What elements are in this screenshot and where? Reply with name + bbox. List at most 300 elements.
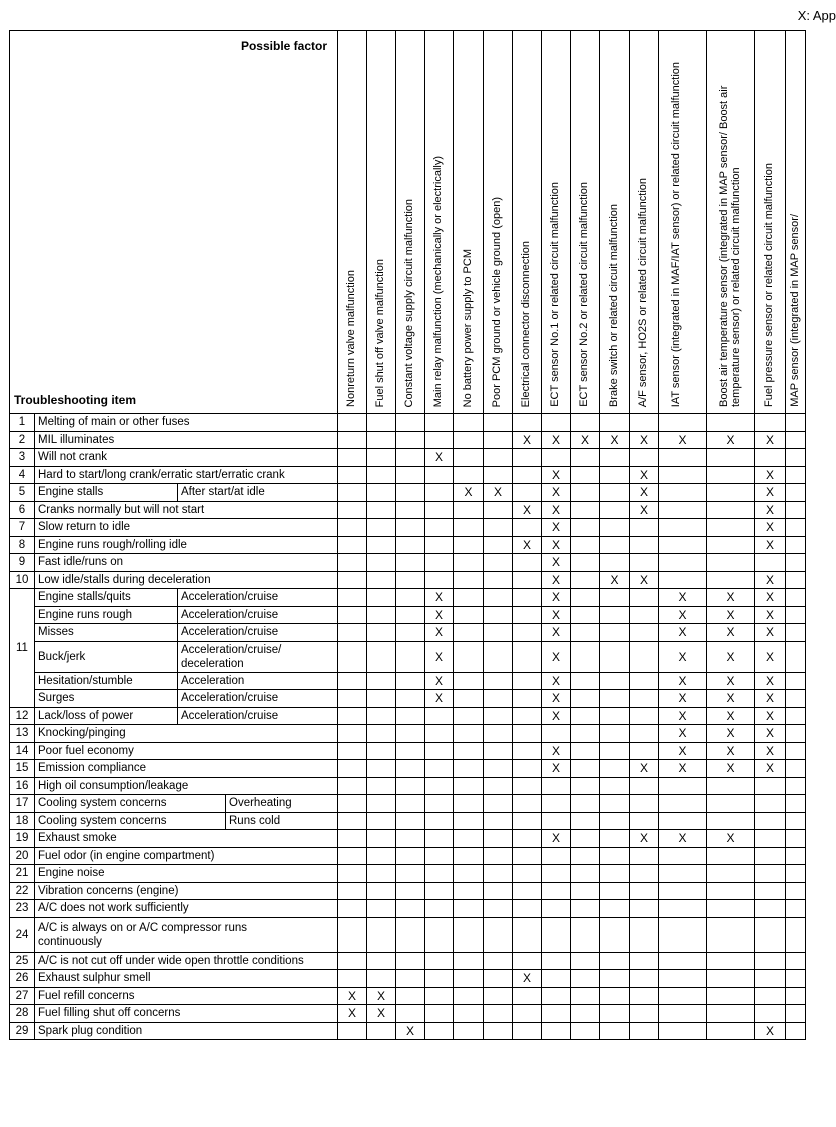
factor-cell (659, 449, 707, 467)
factor-cell: X (542, 519, 571, 537)
factor-cell (786, 777, 806, 795)
factor-cell (484, 882, 513, 900)
item-condition: Acceleration/cruise (178, 624, 338, 642)
factor-cell (338, 760, 367, 778)
factor-cell (425, 830, 454, 848)
factor-cell (338, 707, 367, 725)
factor-cell (454, 760, 484, 778)
factor-cell: X (425, 449, 454, 467)
factor-cell (367, 624, 396, 642)
factor-cell: X (542, 641, 571, 672)
factor-cell (338, 484, 367, 502)
factor-cell (630, 725, 659, 743)
factor-header-8 (542, 31, 571, 414)
table-row (10, 917, 806, 952)
factor-cell (484, 707, 513, 725)
factor-header-3 (396, 31, 425, 414)
factor-cell (513, 1005, 542, 1023)
factor-cell (630, 795, 659, 813)
factor-cell (367, 501, 396, 519)
factor-cell (396, 536, 425, 554)
factor-cell: X (425, 690, 454, 708)
table-row (10, 830, 806, 848)
factor-cell (367, 414, 396, 432)
factor-cell (755, 900, 786, 918)
factor-cell (338, 777, 367, 795)
factor-cell (630, 449, 659, 467)
factor-cell (707, 1022, 755, 1040)
factor-cell (600, 624, 630, 642)
factor-cell (513, 917, 542, 952)
factor-cell (630, 672, 659, 690)
factor-cell (755, 414, 786, 432)
factor-cell (600, 1005, 630, 1023)
item-label: High oil consumption/leakage (35, 777, 338, 795)
item-condition: Acceleration/cruise (178, 707, 338, 725)
factor-cell (454, 571, 484, 589)
factor-cell (600, 987, 630, 1005)
factor-cell (659, 554, 707, 572)
factor-cell (454, 536, 484, 554)
factor-cell (425, 882, 454, 900)
factor-cell (630, 952, 659, 970)
factor-cell (571, 449, 600, 467)
factor-cell (425, 952, 454, 970)
factor-header-12 (659, 31, 707, 414)
factor-cell (338, 900, 367, 918)
factor-cell (786, 1022, 806, 1040)
factor-cell: X (707, 431, 755, 449)
factor-cell (571, 725, 600, 743)
factor-cell (454, 641, 484, 672)
item-label: Hesitation/stumble (35, 672, 178, 690)
factor-cell: X (755, 606, 786, 624)
factor-cell: X (542, 624, 571, 642)
factor-cell (571, 777, 600, 795)
factor-cell (542, 970, 571, 988)
factor-cell (513, 672, 542, 690)
row-number: 29 (10, 1022, 35, 1040)
factor-cell (484, 519, 513, 537)
factor-cell: X (454, 484, 484, 502)
row-number: 21 (10, 865, 35, 883)
factor-cell (425, 571, 454, 589)
factor-cell (571, 466, 600, 484)
factor-cell (396, 501, 425, 519)
factor-cell (513, 449, 542, 467)
factor-cell (755, 882, 786, 900)
factor-cell: X (755, 725, 786, 743)
factor-cell: X (425, 641, 454, 672)
factor-cell (367, 742, 396, 760)
factor-cell (454, 795, 484, 813)
header-corner (10, 31, 338, 414)
factor-cell: X (338, 1005, 367, 1023)
factor-cell (571, 900, 600, 918)
item-condition: Acceleration/cruise/ deceleration (178, 641, 338, 672)
factor-cell (367, 882, 396, 900)
factor-cell (367, 725, 396, 743)
factor-cell (571, 519, 600, 537)
row-number: 27 (10, 987, 35, 1005)
row-number: 4 (10, 466, 35, 484)
factor-cell: X (484, 484, 513, 502)
factor-cell: X (755, 707, 786, 725)
factor-header-7 (513, 31, 542, 414)
factor-cell (659, 900, 707, 918)
factor-cell (630, 900, 659, 918)
factor-cell (513, 690, 542, 708)
factor-cell (786, 414, 806, 432)
factor-cell (484, 742, 513, 760)
factor-cell (542, 882, 571, 900)
factor-cell (396, 777, 425, 795)
factor-cell: X (542, 571, 571, 589)
table-row (10, 519, 806, 537)
factor-cell: X (755, 672, 786, 690)
item-label: Engine stalls (35, 484, 178, 502)
factor-cell (786, 707, 806, 725)
factor-cell (454, 970, 484, 988)
factor-cell (786, 742, 806, 760)
item-label: A/C is always on or A/C compressor runs continuously (35, 917, 338, 952)
factor-cell (786, 449, 806, 467)
factor-cell (338, 690, 367, 708)
factor-cell (367, 554, 396, 572)
factor-cell (454, 952, 484, 970)
factor-cell (513, 641, 542, 672)
table-row (10, 554, 806, 572)
factor-cell (659, 777, 707, 795)
factor-cell (659, 795, 707, 813)
factor-cell (513, 987, 542, 1005)
factor-cell (454, 1005, 484, 1023)
factor-cell (338, 571, 367, 589)
factor-cell (659, 952, 707, 970)
factor-cell (425, 725, 454, 743)
factor-cell: X (755, 1022, 786, 1040)
table-row (10, 571, 806, 589)
row-number: 7 (10, 519, 35, 537)
factor-cell (630, 970, 659, 988)
factor-cell (396, 554, 425, 572)
table-row (10, 589, 806, 607)
factor-cell (396, 606, 425, 624)
factor-cell (630, 624, 659, 642)
factor-cell (659, 519, 707, 537)
row-number: 22 (10, 882, 35, 900)
factor-cell (786, 970, 806, 988)
table-row (10, 725, 806, 743)
factor-cell (367, 847, 396, 865)
factor-cell (571, 707, 600, 725)
factor-cell (542, 795, 571, 813)
factor-cell (484, 1022, 513, 1040)
factor-cell (484, 501, 513, 519)
factor-cell (454, 672, 484, 690)
factor-cell: X (707, 707, 755, 725)
factor-cell (659, 484, 707, 502)
factor-cell (786, 501, 806, 519)
factor-cell: X (659, 707, 707, 725)
factor-header-6 (484, 31, 513, 414)
item-condition: Overheating (226, 795, 338, 813)
factor-cell (484, 865, 513, 883)
factor-cell (454, 624, 484, 642)
factor-cell (630, 589, 659, 607)
factor-cell (600, 606, 630, 624)
item-label: Fuel odor (in engine compartment) (35, 847, 338, 865)
item-label: Lack/loss of power (35, 707, 178, 725)
item-label: Buck/jerk (35, 641, 178, 672)
factor-cell (338, 882, 367, 900)
factor-cell (454, 742, 484, 760)
row-number: 9 (10, 554, 35, 572)
factor-cell (338, 725, 367, 743)
item-label: Spark plug condition (35, 1022, 338, 1040)
factor-cell (571, 414, 600, 432)
factor-header-4 (425, 31, 454, 414)
factor-cell (600, 484, 630, 502)
factor-cell (367, 484, 396, 502)
factor-cell: X (542, 672, 571, 690)
item-label: Low idle/stalls during deceleration (35, 571, 338, 589)
factor-cell (454, 900, 484, 918)
factor-label: Fuel shut off valve malfunction (374, 258, 386, 407)
factor-cell (659, 466, 707, 484)
table-row (10, 484, 806, 502)
factor-cell: X (513, 431, 542, 449)
factor-header-9 (571, 31, 600, 414)
factor-cell (600, 501, 630, 519)
item-label: Emission compliance (35, 760, 338, 778)
table-row (10, 414, 806, 432)
factor-cell (425, 554, 454, 572)
factor-cell (755, 812, 786, 830)
factor-cell: X (630, 571, 659, 589)
factor-label: IAT sensor (integrated in MAF/IAT sensor) or related circuit malfunction (669, 61, 682, 407)
factor-cell (786, 725, 806, 743)
factor-cell (571, 882, 600, 900)
factor-cell (755, 987, 786, 1005)
factor-cell (600, 554, 630, 572)
factor-cell: X (542, 536, 571, 554)
factor-cell (367, 641, 396, 672)
factor-cell (338, 466, 367, 484)
factor-cell (513, 952, 542, 970)
factor-cell (630, 707, 659, 725)
factor-cell (425, 431, 454, 449)
factor-cell (513, 484, 542, 502)
table-row (10, 952, 806, 970)
factor-cell (755, 830, 786, 848)
factor-cell (707, 865, 755, 883)
factor-cell: X (542, 606, 571, 624)
factor-cell (707, 882, 755, 900)
factor-cell (630, 812, 659, 830)
factor-cell (571, 1022, 600, 1040)
factor-cell (707, 795, 755, 813)
row-number: 26 (10, 970, 35, 988)
table-row (10, 760, 806, 778)
factor-cell (786, 606, 806, 624)
factor-cell (396, 795, 425, 813)
factor-cell (600, 882, 630, 900)
factor-cell (513, 624, 542, 642)
factor-cell (484, 795, 513, 813)
row-number: 11 (10, 589, 35, 708)
factor-cell (707, 571, 755, 589)
factor-label: Fuel pressure sensor or related circuit malfunction (763, 163, 775, 407)
factor-cell (484, 449, 513, 467)
factor-label: Constant voltage supply circuit malfunction (403, 198, 415, 407)
factor-cell (707, 970, 755, 988)
factor-cell (630, 414, 659, 432)
row-number: 23 (10, 900, 35, 918)
factor-cell (338, 795, 367, 813)
factor-cell (484, 725, 513, 743)
factor-cell: X (630, 501, 659, 519)
item-label: A/C does not work sufficiently (35, 900, 338, 918)
factor-cell (513, 554, 542, 572)
table-row (10, 690, 806, 708)
table-row (10, 847, 806, 865)
item-condition: After start/at idle (178, 484, 338, 502)
factor-cell (707, 812, 755, 830)
factor-label: A/F sensor, HO2S or related circuit malfunction (637, 177, 649, 407)
factor-cell (542, 917, 571, 952)
factor-cell (630, 690, 659, 708)
item-label: Engine noise (35, 865, 338, 883)
factor-cell (571, 917, 600, 952)
factor-cell: X (542, 830, 571, 848)
table-row (10, 431, 806, 449)
factor-cell (454, 554, 484, 572)
factor-cell (367, 707, 396, 725)
factor-cell: X (659, 830, 707, 848)
factor-cell (659, 812, 707, 830)
factor-cell (396, 900, 425, 918)
factor-cell (338, 554, 367, 572)
factor-cell (484, 952, 513, 970)
factor-cell (425, 917, 454, 952)
factor-cell (707, 536, 755, 554)
table-row (10, 672, 806, 690)
factor-cell (513, 812, 542, 830)
factor-cell (367, 536, 396, 554)
factor-cell (786, 987, 806, 1005)
factor-cell: X (659, 624, 707, 642)
header-row (10, 31, 806, 414)
factor-cell (755, 1005, 786, 1023)
factor-cell: X (630, 484, 659, 502)
factor-cell (542, 952, 571, 970)
factor-cell (367, 571, 396, 589)
factor-cell (786, 917, 806, 952)
factor-cell (425, 536, 454, 554)
factor-cell (338, 449, 367, 467)
factor-cell: X (513, 536, 542, 554)
factor-label: No battery power supply to PCM (461, 248, 474, 407)
row-number: 19 (10, 830, 35, 848)
factor-cell (425, 795, 454, 813)
factor-cell (630, 536, 659, 554)
item-condition: Acceleration/cruise (178, 589, 338, 607)
item-label: Engine stalls/quits (35, 589, 178, 607)
factor-cell (630, 1022, 659, 1040)
factor-cell (786, 900, 806, 918)
factor-cell (454, 812, 484, 830)
item-label: Cranks normally but will not start (35, 501, 338, 519)
factor-cell (571, 987, 600, 1005)
factor-cell (786, 431, 806, 449)
factor-cell: X (542, 707, 571, 725)
factor-label: Electrical connector disconnection (520, 240, 532, 407)
factor-cell (425, 970, 454, 988)
factor-cell (755, 847, 786, 865)
factor-cell (630, 554, 659, 572)
factor-cell (600, 466, 630, 484)
factor-cell (513, 519, 542, 537)
factor-cell (484, 431, 513, 449)
factor-cell (600, 847, 630, 865)
row-number: 14 (10, 742, 35, 760)
factor-cell (659, 917, 707, 952)
factor-cell (513, 1022, 542, 1040)
factor-header-14 (755, 31, 786, 414)
factor-cell: X (659, 725, 707, 743)
item-condition: Runs cold (226, 812, 338, 830)
factor-cell (600, 641, 630, 672)
factor-cell (454, 1022, 484, 1040)
factor-cell (755, 952, 786, 970)
factor-cell (571, 812, 600, 830)
factor-cell (600, 952, 630, 970)
factor-cell (484, 987, 513, 1005)
factor-cell (425, 847, 454, 865)
factor-cell (454, 777, 484, 795)
factor-cell: X (755, 536, 786, 554)
factor-cell (425, 900, 454, 918)
item-label: Fuel refill concerns (35, 987, 338, 1005)
factor-cell: X (707, 742, 755, 760)
row-number: 18 (10, 812, 35, 830)
factor-cell (630, 777, 659, 795)
factor-cell (755, 865, 786, 883)
factor-cell (707, 847, 755, 865)
factor-cell (338, 519, 367, 537)
factor-cell (484, 624, 513, 642)
factor-cell (630, 519, 659, 537)
factor-cell (425, 519, 454, 537)
factor-cell (338, 589, 367, 607)
factor-cell (600, 707, 630, 725)
item-label: Fast idle/runs on (35, 554, 338, 572)
factor-cell (425, 777, 454, 795)
factor-header-15 (786, 31, 806, 414)
factor-cell (367, 795, 396, 813)
factor-cell (542, 449, 571, 467)
factor-cell (600, 1022, 630, 1040)
factor-cell (571, 624, 600, 642)
factor-cell (542, 865, 571, 883)
factor-cell (396, 466, 425, 484)
factor-cell (659, 987, 707, 1005)
factor-cell (600, 760, 630, 778)
factor-cell (755, 777, 786, 795)
factor-cell (396, 449, 425, 467)
factor-cell (600, 777, 630, 795)
